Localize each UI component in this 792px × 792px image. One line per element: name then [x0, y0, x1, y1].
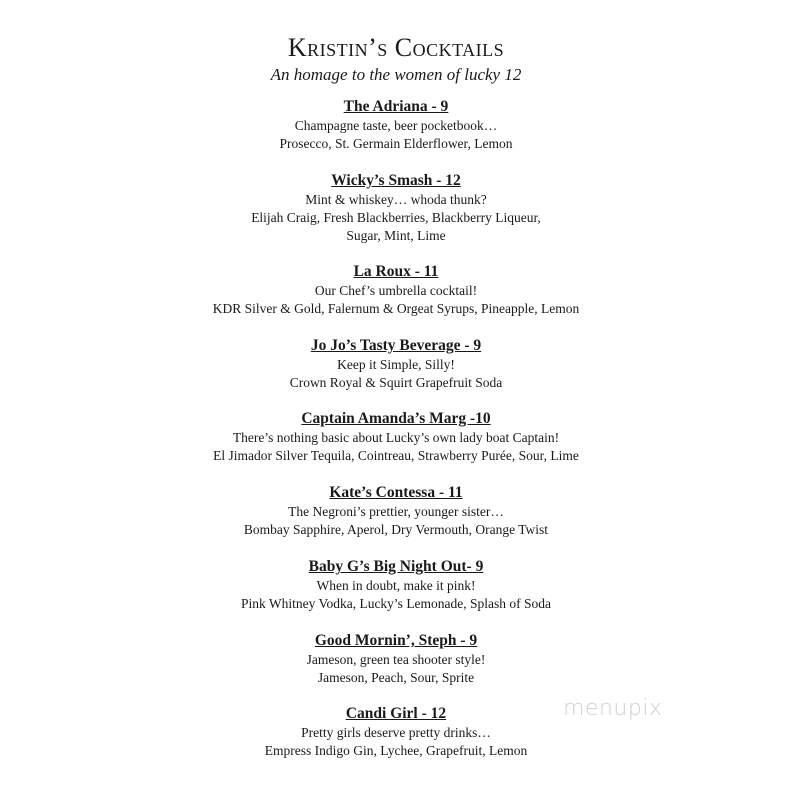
menu-item-tagline: Mint & whiskey… whoda thunk? — [305, 192, 487, 207]
menu-item-name: The Adriana - 9 — [343, 98, 449, 115]
menu-item-wickys-smash — [0, 171, 792, 245]
menu-item-kates-contessa — [0, 483, 792, 539]
menu-item-ingredients: Empress Indigo Gin, Lychee, Grapefruit, Lemon — [264, 743, 528, 758]
menu-item-jo-jos-tasty-beverage — [0, 336, 792, 392]
menu-item-tagline: The Negroni’s prettier, younger sister… — [288, 504, 504, 519]
menu-item-name: Wicky’s Smash - 12 — [331, 172, 461, 189]
menu-item-baby-gs-big-night-out — [0, 557, 792, 613]
menu-item-ingredients: El Jimador Silver Tequila, Cointreau, Strawberry Purée, Sour, Lime — [213, 448, 579, 463]
menu-item-tagline: Jameson, green tea shooter style! — [306, 652, 486, 667]
menu-item-name: Good Mornin’, Steph - 9 — [314, 632, 478, 649]
menu-item-name: Jo Jo’s Tasty Beverage - 9 — [310, 337, 482, 354]
menu-item-tagline: Champagne taste, beer pocketbook… — [294, 118, 498, 133]
menu-item-tagline: Keep it Simple, Silly! — [337, 357, 455, 372]
menu-item-name: Kate’s Contessa - 11 — [329, 484, 463, 501]
menu-item-ingredients: Elijah Craig, Fresh Blackberries, Blackberry Liqueur, — [251, 210, 541, 225]
menu-item-ingredients-cont: Sugar, Mint, Lime — [346, 228, 446, 243]
menu-item-the-adriana — [0, 97, 792, 153]
menu-item-ingredients: Prosecco, St. Germain Elderflower, Lemon — [279, 136, 513, 151]
menu-item-tagline: Pretty girls deserve pretty drinks… — [301, 725, 491, 740]
menu-item-good-mornin-steph — [0, 631, 792, 687]
menu-item-captain-amandas-marg — [0, 409, 792, 465]
menu-item-ingredients: Jameson, Peach, Sour, Sprite — [317, 670, 475, 685]
menu-item-name: Candi Girl - 12 — [345, 705, 447, 722]
menu-item-la-roux — [0, 262, 792, 318]
menu-item-tagline: When in doubt, make it pink! — [316, 578, 476, 593]
menu-title: Kristin’s Cocktails — [287, 33, 505, 62]
menu-item-tagline: Our Chef’s umbrella cocktail! — [314, 283, 478, 298]
menu-subtitle: An homage to the women of lucky 12 — [270, 65, 522, 84]
menu-item-name: La Roux - 11 — [353, 263, 439, 280]
menupix-watermark: menupix — [563, 696, 663, 721]
menu-item-ingredients: Bombay Sapphire, Aperol, Dry Vermouth, Orange Twist — [243, 522, 549, 537]
menu-item-name: Captain Amanda’s Marg -10 — [301, 410, 491, 427]
menu-item-ingredients: Pink Whitney Vodka, Lucky’s Lemonade, Splash of Soda — [240, 596, 552, 611]
menu-item-ingredients: Crown Royal & Squirt Grapefruit Soda — [289, 375, 503, 390]
menu-item-name: Baby G’s Big Night Out- 9 — [308, 558, 484, 575]
menu-item-candi-girl — [0, 704, 792, 760]
menu-item-ingredients: KDR Silver & Gold, Falernum & Orgeat Syrups, Pineapple, Lemon — [212, 301, 580, 316]
menu-item-tagline: There’s nothing basic about Lucky’s own lady boat Captain! — [232, 430, 560, 445]
